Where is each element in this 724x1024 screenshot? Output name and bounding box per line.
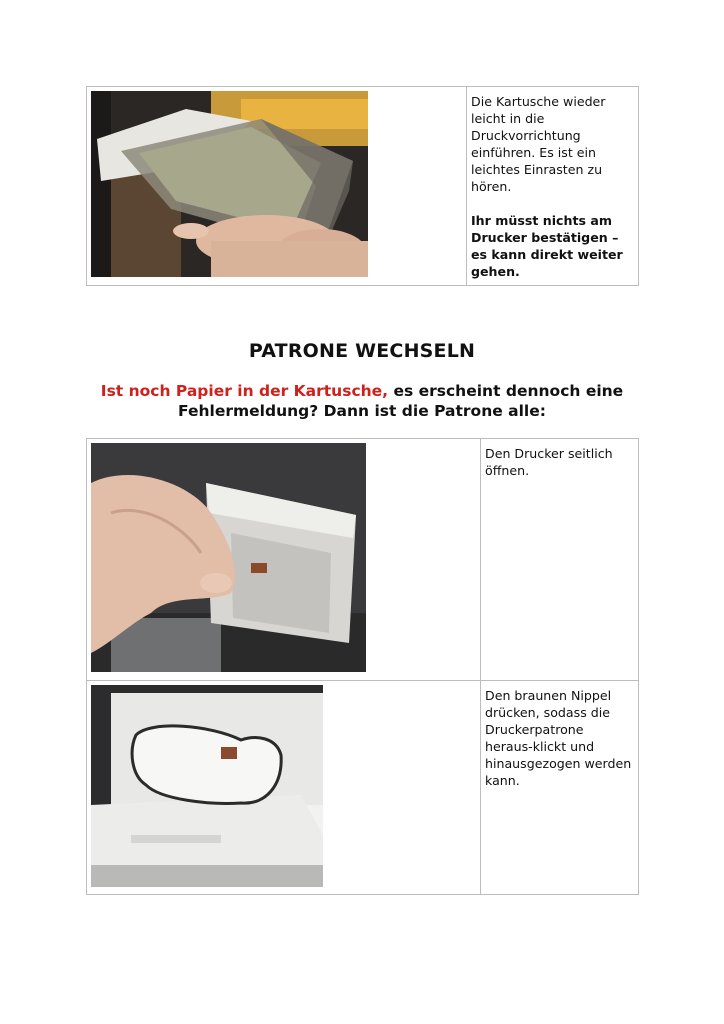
photo-open-printer <box>91 443 366 672</box>
table-divider <box>466 87 467 285</box>
row-divider <box>87 680 638 681</box>
step1-text <box>471 93 631 280</box>
section-subtitle <box>0 381 724 421</box>
section-title: PATRONE WECHSELN <box>248 340 476 362</box>
step1-description: Die Kartusche wieder leicht in die Druckvorrichtung einführen. Es ist ein leichtes Einrasten zu hören. <box>471 94 606 194</box>
photo-cartridge-insert <box>91 91 368 277</box>
photo-cartridge-eject <box>91 685 323 887</box>
step2-text <box>485 445 635 479</box>
instruction-table-top <box>86 86 639 286</box>
step2-description: Den Drucker seitlich öffnen. <box>485 446 613 478</box>
table-divider <box>480 439 481 894</box>
step1-note: Ihr müsst nichts am Drucker bestätigen – es kann direkt weiter gehen. <box>471 213 623 279</box>
subtitle-rest: es erscheint dennoch eine <box>393 382 624 400</box>
instruction-table-bottom <box>86 438 639 895</box>
step3-description: Den braunen Nippel drücken, sodass die Druckerpatrone heraus-klickt und hinausgezogen werden kann. <box>485 688 632 788</box>
step3-text <box>485 687 635 789</box>
subtitle-highlight: Ist noch Papier in der Kartusche, <box>100 382 389 400</box>
subtitle-line2: Fehlermeldung? Dann ist die Patrone alle: <box>178 402 546 420</box>
